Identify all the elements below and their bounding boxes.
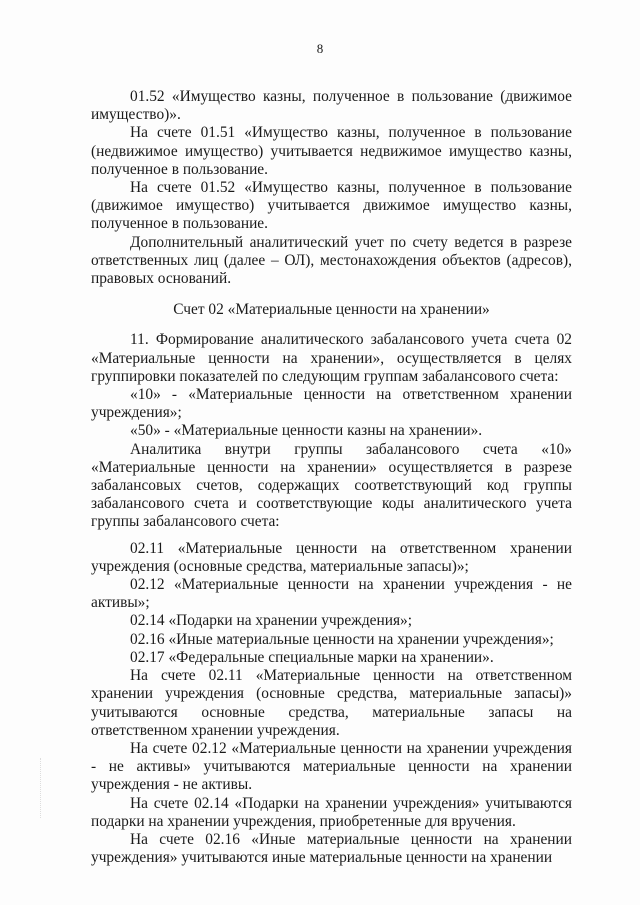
- paragraph: На счете 02.16 «Иные материальные ценности на хранении учреждения» учитываются иные материальные ценности на хранении: [91, 830, 572, 867]
- paragraph: На счете 02.14 «Подарки на хранении учреждения» учитываются подарки на хранении учреждения, приобретенные для вручения.: [91, 794, 572, 830]
- paragraph: «50» - «Материальные ценности казны на хранении».: [130, 422, 483, 440]
- paragraph: 02.17 «Федеральные специальные марки на хранении».: [130, 648, 494, 666]
- scan-artifact: [40, 758, 57, 818]
- document-body: [91, 88, 572, 867]
- paragraph: 02.14 «Подарки на хранении учреждения»;: [130, 612, 412, 630]
- paragraph: На счете 01.52 «Имущество казны, полученное в пользование (движимое имущество) учитывается движимое имущество казны, полученное в пользование.: [91, 179, 572, 233]
- paragraph: «10» - «Материальные ценности на ответственном хранении учреждения»;: [91, 386, 572, 422]
- paragraph: На счете 02.12 «Материальные ценности на хранении учреждения - не активы» учитываются материальные ценности на хранении учреждения - не активы.: [91, 739, 572, 794]
- section-heading: Счет 02 «Материальные ценности на хранении»: [173, 301, 490, 319]
- paragraph: 02.11 «Материальные ценности на ответственном хранении учреждения (основные средства, материальные запасы)»;: [91, 539, 572, 575]
- paragraph: Дополнительный аналитический учет по счету ведется в разрезе ответственных лиц (далее – ОЛ), местонахождения объектов (адресов), правовых оснований.: [91, 233, 572, 288]
- paragraph: 02.12 «Материальные ценности на хранении учреждения - не активы»;: [91, 576, 572, 612]
- paragraph: На счете 02.11 «Материальные ценности на ответственном хранении учреждения (основные средства, материальные запасы)» учитываются основные средства, материальные запасы на ответственном хранении учреждения.: [91, 667, 572, 739]
- paragraph: 11. Формирование аналитического забалансового учета счета 02 «Материальные ценности на хранении», осуществляется в целях группировки показателей по следующим группам забалансового счета:: [91, 331, 572, 385]
- paragraph: 01.52 «Имущество казны, полученное в пользование (движимое имущество)».: [91, 88, 572, 124]
- page-number: 8: [316, 41, 324, 56]
- paragraph: Аналитика внутри группы забалансового счета «10» «Материальные ценности на хранении» осуществляется в разрезе забалансовых счетов, содержащих соответствующий код группы забалансового счета и соответствующие коды аналитического учета группы забалансового счета:: [91, 440, 572, 531]
- paragraph: 02.16 «Иные материальные ценности на хранении учреждения»;: [130, 630, 554, 648]
- paragraph: На счете 01.51 «Имущество казны, полученное в пользование (недвижимое имущество) учитывается недвижимое имущество казны, полученное в пользование.: [91, 124, 572, 178]
